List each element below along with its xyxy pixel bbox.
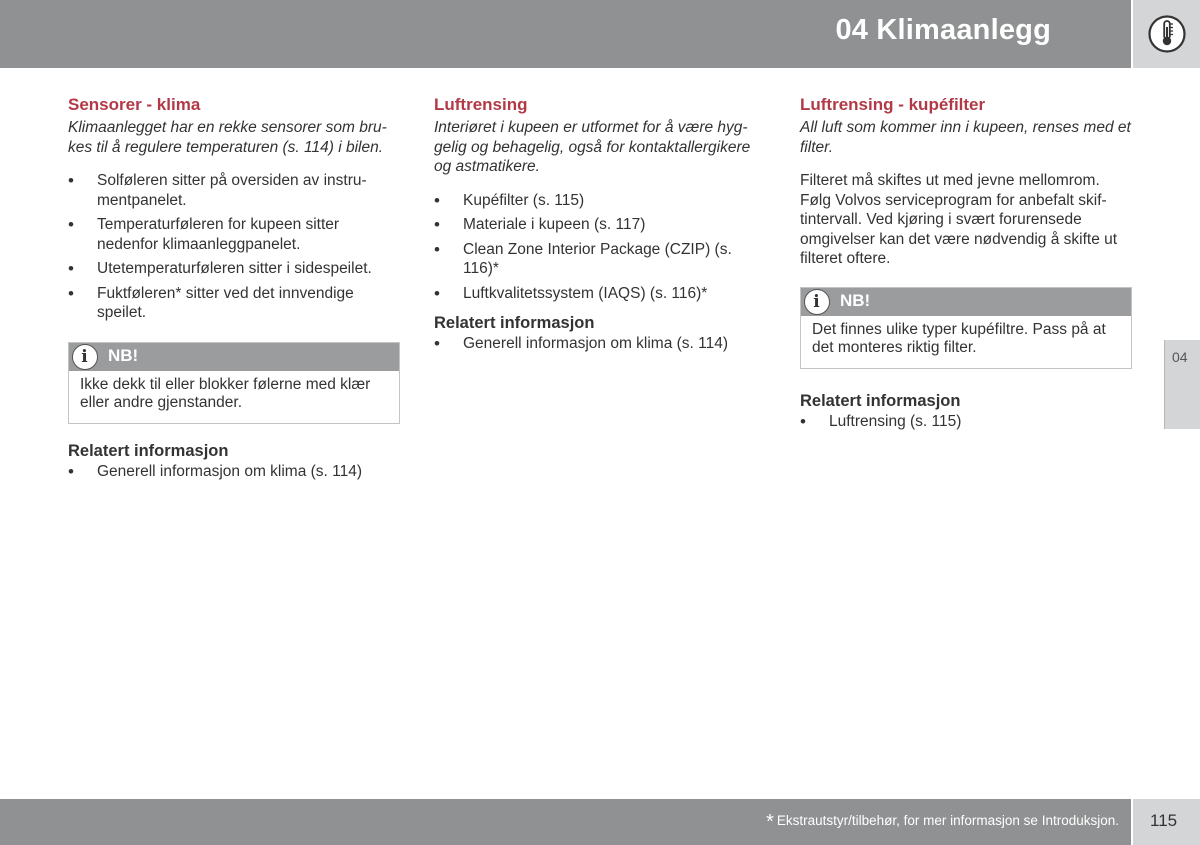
chapter-header <box>0 0 1131 68</box>
related-link[interactable]: • Generell informasjon om klima (s. 114) <box>434 334 766 354</box>
list-item: • Solføleren sitter på oversiden av instru-mentpanelet. <box>68 171 400 210</box>
footnote-text: Ekstrautstyr/tilbehør, for mer informasjon se Introduksjon. <box>776 813 1119 828</box>
chapter-icon-box <box>1133 0 1200 68</box>
info-icon: i <box>72 344 98 370</box>
footnote <box>766 811 1119 834</box>
list-item: • Utetemperaturføleren sitter i sidespeilet. <box>68 259 400 279</box>
section-luftrensing <box>434 94 766 359</box>
note-label: NB! <box>108 345 139 365</box>
note-text: Det finnes ulike typer kupéfiltre. Pass på at det monteres riktig filter. <box>812 320 1106 356</box>
related-title: Relatert informasjon <box>434 314 595 332</box>
chapter-title: 04 Klimaanlegg <box>835 14 1051 46</box>
footer <box>0 799 1131 845</box>
list-item: • Temperaturføleren for kupeen sitter nedenfor klimaanleggpanelet. <box>68 215 400 254</box>
thermometer-icon <box>1148 14 1186 54</box>
section-intro: Interiøret i kupeen er utformet for å være hyg-gelig og behagelig, også for kontaktallergikere og astmatikere. <box>434 119 751 175</box>
section-paragraph: Filteret må skiftes ut med jevne mellomrom. Følg Volvos serviceprogram for anbefalt skif-tintervall. Ved kjøring i svært forurensede omgivelser kan det være nødvendig å skifte ut filteret oftere. <box>800 172 1118 267</box>
bullet-list <box>68 171 400 323</box>
list-item: • Fuktføleren* sitter ved det innvendige speilet. <box>68 284 400 323</box>
related-link[interactable]: • Luftrensing (s. 115) <box>800 412 1132 432</box>
bullet-list <box>434 191 766 304</box>
section-kupefilter <box>800 94 1132 436</box>
section-intro: All luft som kommer inn i kupeen, renses med et filter. <box>800 119 1131 156</box>
info-icon: i <box>804 289 830 315</box>
chapter-tab-label: 04 <box>1172 349 1188 365</box>
section-title: Luftrensing <box>434 95 528 114</box>
related-link[interactable]: • Generell informasjon om klima (s. 114) <box>68 462 400 482</box>
related-title: Relatert informasjon <box>68 441 229 460</box>
list-item[interactable]: • Materiale i kupeen (s. 117) <box>434 215 766 235</box>
related-list <box>800 412 1132 432</box>
related-title: Relatert informasjon <box>800 391 961 410</box>
related-list <box>68 462 400 482</box>
note-box <box>68 342 400 424</box>
page-number: 115 <box>1150 811 1178 830</box>
note-header <box>69 343 399 371</box>
footnote-star: * <box>766 811 774 833</box>
chapter-side-tab[interactable] <box>1164 340 1200 429</box>
note-label: NB! <box>840 290 871 310</box>
note-header <box>801 288 1131 316</box>
list-item[interactable]: • Clean Zone Interior Package (CZIP) (s. 116)* <box>434 240 766 279</box>
section-title: Luftrensing - kupéfilter <box>800 95 986 114</box>
section-title: Sensorer - klima <box>68 95 201 114</box>
note-box <box>800 287 1132 369</box>
list-item[interactable]: • Kupéfilter (s. 115) <box>434 191 766 211</box>
page-number-box <box>1133 799 1200 845</box>
note-text: Ikke dekk til eller blokker følerne med klær eller andre gjenstander. <box>80 375 371 411</box>
related-list <box>434 334 766 354</box>
list-item[interactable]: • Luftkvalitetssystem (IAQS) (s. 116)* <box>434 284 766 304</box>
section-intro: Klimaanlegget har en rekke sensorer som bru-kes til å regulere temperaturen (s. 114) i bilen. <box>68 119 387 156</box>
section-sensorer <box>68 94 400 486</box>
